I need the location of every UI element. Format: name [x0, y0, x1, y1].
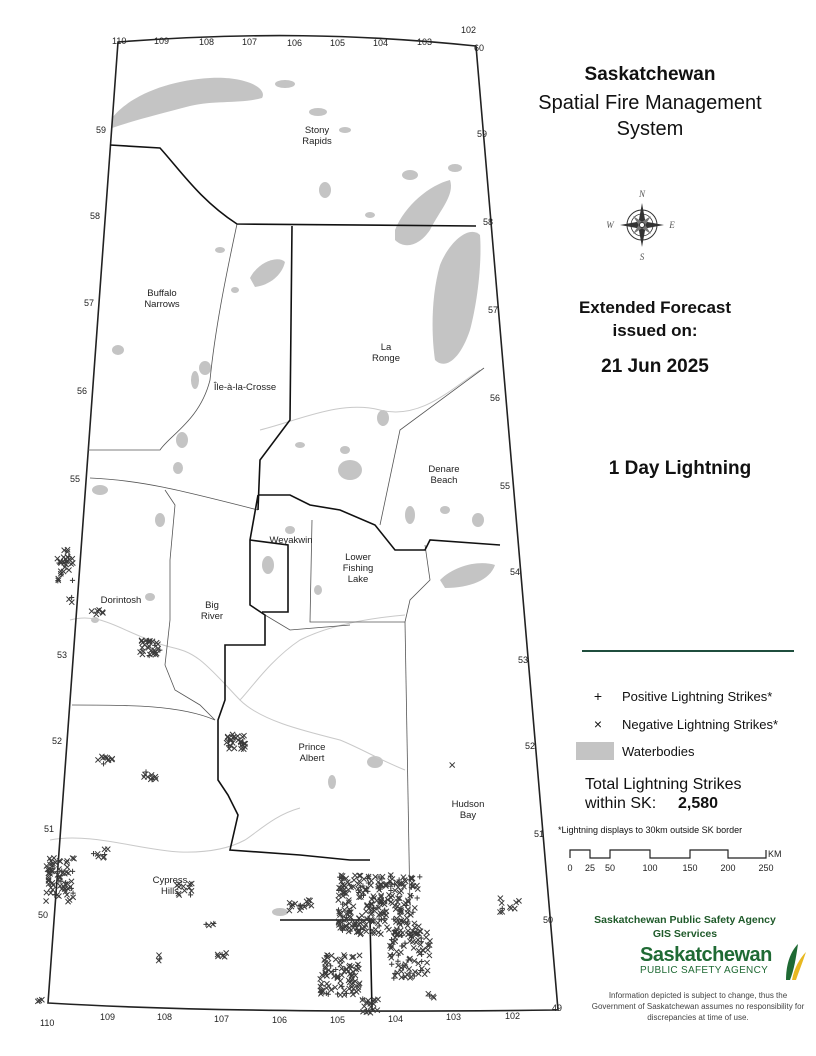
negative-strike-mark [69, 600, 74, 605]
region-dorintosh: Dorintosh [100, 595, 142, 606]
region-la-ronge: La Ronge [372, 342, 400, 364]
graticule-right [474, 43, 562, 1013]
svg-text:KM: KM [768, 849, 782, 859]
svg-text:53: 53 [518, 655, 529, 665]
svg-text:51: 51 [534, 829, 545, 839]
positive-strike-mark [70, 869, 75, 874]
graticule-left [38, 125, 106, 920]
positive-strike-mark [101, 761, 106, 766]
svg-text:102: 102 [461, 25, 477, 35]
negative-strike-mark [156, 953, 161, 958]
forecast-date: 21 Jun 2025 [601, 356, 709, 377]
negative-strike-mark [67, 897, 72, 902]
svg-text:106: 106 [272, 1015, 288, 1025]
svg-text:50: 50 [38, 910, 49, 920]
svg-text:52: 52 [52, 736, 63, 746]
legend-negative: × Negative Lightning Strikes* [586, 716, 778, 732]
svg-text:49: 49 [552, 1003, 563, 1013]
total-strikes-value: 2,580 [678, 795, 719, 812]
negative-strike-mark [363, 909, 368, 914]
cross-icon: × [593, 716, 603, 732]
svg-text:N: N [638, 189, 646, 199]
svg-text:108: 108 [157, 1012, 173, 1022]
negative-strike-mark [338, 992, 343, 997]
svg-text:150: 150 [682, 863, 698, 873]
positive-strike-mark [70, 578, 75, 583]
waterbody-swatch [576, 742, 614, 760]
negative-strike-mark [427, 953, 432, 958]
svg-text:105: 105 [330, 1015, 346, 1025]
positive-strike-mark [399, 943, 404, 948]
region-cypress-hills: Cypress Hills [152, 875, 188, 897]
negative-strike-mark [349, 984, 354, 989]
negative-strike-mark [386, 892, 391, 897]
negative-strike-mark [499, 900, 504, 905]
negative-strike-mark [384, 925, 389, 930]
legend-divider [582, 650, 794, 652]
negative-strike-mark [390, 901, 395, 906]
svg-text:103: 103 [417, 37, 433, 47]
svg-text:51: 51 [44, 824, 55, 834]
negative-strike-mark [189, 888, 194, 893]
negative-strike-mark [424, 930, 429, 935]
negative-strike-mark [357, 953, 362, 958]
district-boundaries [72, 224, 484, 910]
svg-text:50: 50 [604, 863, 616, 873]
svg-text:55: 55 [70, 474, 81, 484]
svg-text:108: 108 [199, 37, 215, 47]
svg-text:105: 105 [330, 38, 346, 48]
rivers [50, 370, 480, 852]
negative-strike-mark [206, 923, 211, 928]
svg-text:60: 60 [474, 43, 485, 53]
svg-text:59: 59 [477, 129, 488, 139]
negative-strike-mark [415, 886, 420, 891]
svg-text:250: 250 [758, 863, 774, 873]
region-buffalo-narrows: Buffalo Narrows [144, 288, 180, 310]
negative-strike-mark [44, 898, 49, 903]
svg-text:58: 58 [90, 211, 101, 221]
region-prince-albert: Prince Albert [298, 742, 326, 764]
positive-strike-mark [415, 895, 420, 900]
svg-text:E: E [669, 220, 675, 230]
svg-text:110: 110 [112, 36, 127, 46]
svg-text:109: 109 [154, 36, 170, 46]
negative-strike-mark [498, 896, 503, 901]
negative-strike-mark [241, 733, 246, 738]
negative-strike-mark [425, 947, 430, 952]
negative-strike-mark [450, 762, 455, 767]
negative-strike-mark [66, 870, 71, 875]
negative-strike-mark [342, 883, 347, 888]
agency-credit: Saskatchewan Public Safety Agency GIS Services [594, 914, 776, 940]
negative-strike-mark [416, 924, 421, 929]
region-lower-fishing-lake: Lower Fishing Lake [342, 552, 374, 585]
graticule-bottom [40, 1011, 520, 1028]
forecast-label: Extended Forecast issued on: [578, 298, 732, 340]
svg-text:107: 107 [242, 37, 258, 47]
svg-text:57: 57 [488, 305, 499, 315]
graticule-top [112, 25, 476, 48]
map-title: Saskatchewan [584, 64, 716, 85]
negative-strike-mark [102, 847, 107, 852]
svg-text:104: 104 [373, 38, 389, 48]
negative-strike-mark [58, 571, 63, 576]
negative-strike-mark [424, 935, 429, 940]
negative-strike-mark [399, 888, 404, 893]
negative-strike-mark [338, 962, 343, 967]
negative-strike-mark [378, 932, 383, 937]
svg-text:102: 102 [505, 1011, 521, 1021]
region-hudson-bay: Hudson Bay [451, 799, 485, 821]
negative-strike-mark [352, 873, 357, 878]
region-weyakwin: Weyakwin [269, 535, 313, 546]
negative-strike-mark [393, 907, 398, 912]
svg-text:109: 109 [100, 1012, 116, 1022]
svg-text:100: 100 [642, 863, 658, 873]
negative-strike-mark [368, 883, 373, 888]
svg-text:25: 25 [584, 863, 596, 873]
positive-strike-mark [382, 916, 387, 921]
negative-strike-mark [364, 929, 369, 934]
map-subtitle: Spatial Fire Management System [538, 92, 762, 140]
positive-strike-mark [389, 962, 394, 967]
disclaimer: Information depicted is subject to change, thus the Government of Saskatchewan assumes no responsibility for discrepancies at time of use. [591, 991, 805, 1022]
svg-text:W: W [606, 220, 614, 230]
negative-strike-mark [512, 906, 517, 911]
negative-strike-mark [411, 945, 416, 950]
negative-strike-mark [356, 987, 361, 992]
legend-positive: + Positive Lightning Strikes* [586, 688, 772, 704]
total-strikes-label: Total Lightning Strikes within SK: [585, 776, 742, 812]
negative-strike-mark [182, 888, 187, 893]
svg-text:106: 106 [287, 38, 303, 48]
region-ile-a-la-crosse: Île-à-la-Crosse [213, 382, 277, 393]
negative-strike-mark [424, 960, 429, 965]
svg-text:59: 59 [96, 125, 107, 135]
lightning-footnote: *Lightning displays to 30km outside SK border [558, 825, 743, 835]
svg-text:107: 107 [214, 1014, 230, 1024]
svg-text:104: 104 [388, 1014, 404, 1024]
svg-text:56: 56 [77, 386, 88, 396]
negative-strike-mark [399, 969, 404, 974]
negative-strike-mark [95, 757, 100, 762]
svg-text:54: 54 [510, 567, 521, 577]
svg-text:50: 50 [543, 915, 554, 925]
legend-water: Waterbodies [576, 742, 695, 760]
compass-rose-icon [606, 189, 675, 262]
negative-strike-mark [333, 957, 338, 962]
svg-text:56: 56 [490, 393, 501, 403]
negative-strike-mark [425, 968, 430, 973]
svg-text:57: 57 [84, 298, 95, 308]
svg-text:58: 58 [483, 217, 494, 227]
lightning-strikes [35, 547, 521, 1015]
negative-strike-mark [210, 922, 215, 927]
svg-text:103: 103 [446, 1012, 462, 1022]
negative-strike-mark [415, 937, 420, 942]
region-stony-rapids: Stony Rapids [302, 125, 332, 147]
svg-text:0: 0 [567, 863, 573, 873]
svg-text:52: 52 [525, 741, 536, 751]
scale-bar [567, 849, 781, 873]
svg-text:110: 110 [40, 1018, 55, 1028]
negative-strike-mark [89, 609, 94, 614]
svg-text:55: 55 [500, 481, 511, 491]
negative-strike-mark [422, 972, 427, 977]
negative-strike-mark [65, 865, 70, 870]
product-title: 1 Day Lightning [608, 458, 752, 479]
plus-icon: + [593, 688, 603, 704]
region-denare-beach: Denare Beach [428, 464, 460, 486]
positive-strike-mark [417, 874, 422, 879]
agency-logo: Saskatchewan PUBLIC SAFETY AGENCY [640, 944, 772, 976]
svg-text:200: 200 [720, 863, 736, 873]
region-big-river: Big River [200, 600, 224, 622]
svg-text:53: 53 [57, 650, 68, 660]
svg-text:S: S [639, 252, 645, 262]
